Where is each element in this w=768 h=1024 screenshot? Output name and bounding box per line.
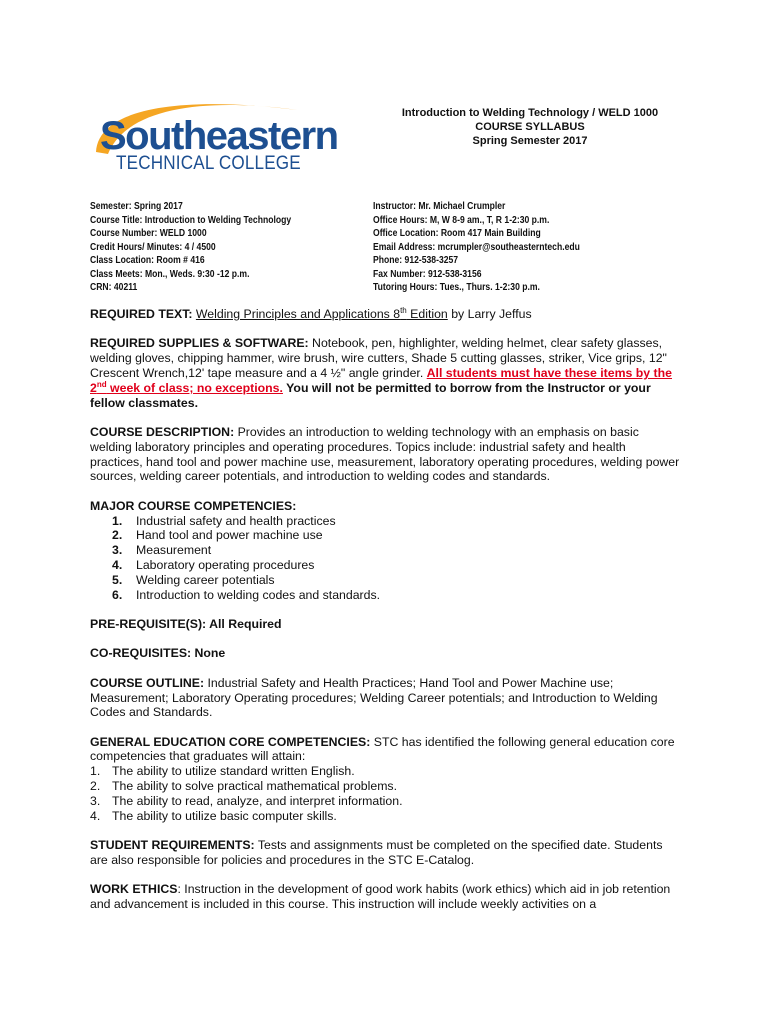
competencies-label: MAJOR COURSE COMPETENCIES: xyxy=(90,498,297,513)
required-text-label: REQUIRED TEXT: xyxy=(90,307,193,321)
logo-name: Southeastern xyxy=(100,114,338,158)
course-description-section xyxy=(90,425,680,484)
work-ethics-label: WORK ETHICS xyxy=(90,882,178,897)
info-office-location: Office Location: Room 417 Main Building xyxy=(373,228,541,239)
course-title-header: Introduction to Welding Technology / WELD 1000 xyxy=(401,107,659,119)
supplies-borrow-notice: You will not be permitted to borrow from the Instructor or your fellow classmates. xyxy=(90,380,651,410)
required-text-section xyxy=(90,307,680,322)
gen-ed-label: GENERAL EDUCATION CORE COMPETENCIES: xyxy=(90,734,371,749)
list-item: 2. Hand tool and power machine use xyxy=(112,528,323,543)
list-item: 3. Measurement xyxy=(112,543,212,558)
textbook-author: by Larry Jeffus xyxy=(447,307,532,321)
info-fax: Fax Number: 912-538-3156 xyxy=(373,268,482,280)
list-item: 6. Introduction to welding codes and standards. xyxy=(112,587,381,602)
list-item: 1. The ability to utilize standard written English. xyxy=(90,764,355,779)
course-description-label: COURSE DESCRIPTION: xyxy=(90,424,235,439)
gen-ed-section xyxy=(90,735,680,824)
info-tutoring-hours: Tutoring Hours: Tues., Thurs. 1-2:30 p.m. xyxy=(373,282,540,293)
student-requirements-section xyxy=(90,838,680,868)
list-item: 2. The ability to solve practical mathematical problems. xyxy=(90,779,397,794)
logo-subtitle: TECHNICAL COLLEGE xyxy=(116,153,301,174)
list-item: 5. Welding career potentials xyxy=(112,572,275,587)
instructor-info xyxy=(373,200,580,295)
course-info xyxy=(90,200,291,295)
gen-ed-intro: STC has identified the following general education core competencies that graduates will attain: xyxy=(90,734,675,764)
info-class-location: Class Location: Room # 416 xyxy=(90,255,205,266)
info-phone: Phone: 912-538-3257 xyxy=(373,255,459,266)
college-logo xyxy=(88,92,338,182)
gen-ed-list xyxy=(90,764,680,823)
course-description-text: Provides an introduction to welding technology with an emphasis on basic welding laboratory principles and operating procedures. Topics include: industrial safety and health practices, hand tool and power machine use, measurement, laboratory operating procedures, welding power sources, welding career potentials, and introduction to welding codes and standards. xyxy=(90,424,680,484)
competencies-section xyxy=(90,499,680,603)
supplies-list: Notebook, pen, highlighter, welding helmet, clear safety glasses, welding gloves, chipping hammer, wire brush, wire cutters, Shade 5 cutting glasses, striker, Vice grips, 12" Crescent Wrench,12' tape measure and a 4 ½" angle grinder. xyxy=(90,336,667,380)
supplies-label: REQUIRED SUPPLIES & SOFTWARE: xyxy=(90,336,309,351)
info-instructor: Instructor: Mr. Michael Crumpler xyxy=(373,201,506,212)
info-semester: Semester: Spring 2017 xyxy=(90,201,183,212)
info-class-meets: Class Meets: Mon., Weds. 9:30 -12 p.m. xyxy=(90,268,250,280)
list-item: 4. Laboratory operating procedures xyxy=(112,557,315,572)
list-item: 4. The ability to utilize basic computer skills. xyxy=(90,808,337,823)
competencies-list xyxy=(90,514,680,603)
course-outline-section xyxy=(90,676,680,720)
work-ethics-text: : Instruction in the development of good work habits (work ethics) which aid in job retention and advancement is included in this course. This instruction will include weekly activities on a xyxy=(90,882,671,912)
corequisites: CO-REQUISITES: None xyxy=(90,646,226,661)
course-outline-label: COURSE OUTLINE: xyxy=(90,675,205,690)
info-office-hours: Office Hours: M, W 8-9 am., T, R 1-2:30 p.m. xyxy=(373,214,550,226)
info-course-number: Course Number: WELD 1000 xyxy=(90,228,207,239)
textbook-title: Welding Principles and Applications 8th Edition xyxy=(195,305,448,321)
course-outline-text: Industrial Safety and Health Practices; Hand Tool and Power Machine use; Measurement; Laboratory Operating procedures; Welding Career potentials; and Introduction to Welding Codes and Standards. xyxy=(90,675,658,720)
info-course-title: Course Title: Introduction to Welding Technology xyxy=(90,214,292,226)
student-requirements-label: STUDENT REQUIREMENTS: xyxy=(90,838,255,853)
semester-label: Spring Semester 2017 xyxy=(472,135,588,147)
prerequisites: PRE-REQUISITE(S): All Required xyxy=(90,616,282,631)
info-crn: CRN: 40211 xyxy=(90,282,138,293)
supplies-deadline-warning: All students must have these items by the 2nd week of class; no exceptions. xyxy=(90,365,672,395)
syllabus-header xyxy=(380,106,680,148)
info-email: Email Address: mcrumpler@southeasterntech.edu xyxy=(373,241,580,253)
syllabus-body xyxy=(90,307,680,926)
work-ethics-section xyxy=(90,882,680,912)
info-credit-hours: Credit Hours/ Minutes: 4 / 4500 xyxy=(90,241,216,253)
syllabus-label: COURSE SYLLABUS xyxy=(475,121,585,133)
list-item: 1. Industrial safety and health practices xyxy=(112,513,336,528)
student-requirements-text: Tests and assignments must be completed on the specified date. Students are also responsible for policies and procedures in the STC E-Catalog. xyxy=(90,838,663,867)
list-item: 3. The ability to read, analyze, and interpret information. xyxy=(90,793,403,808)
supplies-section xyxy=(90,336,680,410)
